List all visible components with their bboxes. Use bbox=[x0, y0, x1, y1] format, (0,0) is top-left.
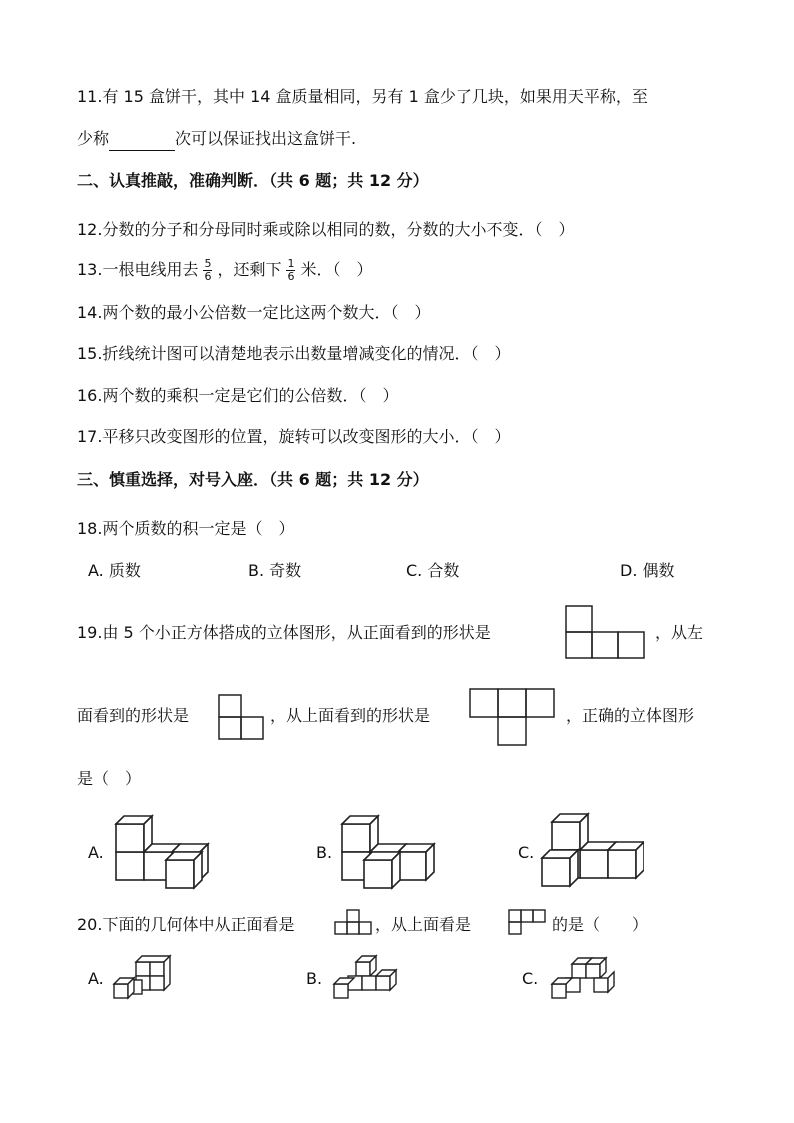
q13-post: 米．（ ） bbox=[300, 260, 373, 279]
q19-left-view-icon bbox=[218, 694, 266, 740]
q13-frac2-num: 1 bbox=[287, 257, 295, 270]
q19-top-view-icon bbox=[468, 688, 558, 748]
q20-part2: ，从上面看是 bbox=[375, 915, 472, 934]
q18-option-b[interactable]: B. 奇数 bbox=[248, 561, 302, 580]
q11-line2-post: 次可以保证找出这盒饼干. bbox=[175, 129, 357, 148]
q19-part5: ，正确的立体图形 bbox=[566, 706, 695, 725]
q11-line1: 11.有 15 盒饼干，其中 14 盒质量相同，另有 1 盒少了几块，如果用天平称，至 bbox=[77, 87, 648, 106]
q19-option-c-figure[interactable] bbox=[540, 812, 644, 890]
q19-part6: 是（ ） bbox=[77, 769, 142, 788]
q13-frac1-num: 5 bbox=[204, 257, 212, 270]
q20-option-b-figure[interactable] bbox=[330, 954, 400, 1000]
q19-front-view-icon bbox=[565, 604, 645, 660]
q19-part2: ，从左 bbox=[655, 623, 704, 642]
q13 bbox=[77, 258, 372, 283]
q20-option-b[interactable]: B. bbox=[306, 969, 323, 988]
q20-option-c[interactable]: C. bbox=[522, 969, 539, 988]
q13-frac1-den: 6 bbox=[204, 270, 212, 283]
q19-option-b[interactable]: B. bbox=[316, 843, 333, 862]
q11-answer-blank[interactable] bbox=[109, 128, 175, 151]
q13-mid: ，还剩下 bbox=[217, 260, 282, 279]
q13-pre: 13.一根电线用去 bbox=[77, 260, 199, 279]
q16: 16.两个数的乘积一定是它们的公倍数．（ ） bbox=[77, 386, 399, 405]
q19-option-a[interactable]: A. bbox=[88, 843, 104, 862]
q19-part4: ，从上面看到的形状是 bbox=[270, 706, 431, 725]
section2-heading: 二、认真推敲，准确判断．（共 6 题；共 12 分） bbox=[77, 171, 429, 190]
q17: 17.平移只改变图形的位置，旋转可以改变图形的大小．（ ） bbox=[77, 427, 511, 446]
q19-option-c[interactable]: C. bbox=[518, 843, 535, 862]
q19-option-a-figure[interactable] bbox=[114, 812, 214, 890]
q20-option-a[interactable]: A. bbox=[88, 969, 104, 988]
q18-option-a[interactable]: A. 质数 bbox=[88, 561, 141, 580]
q13-fraction-2 bbox=[286, 258, 295, 283]
q20-part1: 20.下面的几何体中从正面看是 bbox=[77, 915, 295, 934]
q13-fraction-1 bbox=[203, 258, 212, 283]
q12: 12.分数的分子和分母同时乘或除以相同的数，分数的大小不变．（ ） bbox=[77, 220, 575, 239]
q19-part1: 19.由 5 个小正方体搭成的立体图形，从正面看到的形状是 bbox=[77, 623, 491, 642]
q13-frac2-den: 6 bbox=[287, 270, 295, 283]
q20-part3: 的是（ ） bbox=[552, 915, 649, 934]
q20-top-view-icon bbox=[506, 908, 552, 940]
q19-option-b-figure[interactable] bbox=[340, 812, 440, 890]
q20-option-a-figure[interactable] bbox=[110, 954, 180, 1000]
section3-heading: 三、慎重选择，对号入座．（共 6 题；共 12 分） bbox=[77, 470, 429, 489]
q14: 14.两个数的最小公倍数一定比这两个数大．（ ） bbox=[77, 303, 431, 322]
q20-option-c-figure[interactable] bbox=[548, 954, 618, 1000]
q20-front-view-icon bbox=[334, 908, 374, 940]
q18-option-d[interactable]: D. 偶数 bbox=[620, 561, 675, 580]
q18-option-c[interactable]: C. 合数 bbox=[406, 561, 460, 580]
q19-part3: 面看到的形状是 bbox=[77, 706, 190, 725]
q18-stem: 18.两个质数的积一定是（ ） bbox=[77, 519, 295, 538]
q15: 15.折线统计图可以清楚地表示出数量增减变化的情况．（ ） bbox=[77, 344, 511, 363]
q11-line2-pre: 少称 bbox=[77, 129, 110, 148]
q11-line2 bbox=[77, 128, 356, 151]
